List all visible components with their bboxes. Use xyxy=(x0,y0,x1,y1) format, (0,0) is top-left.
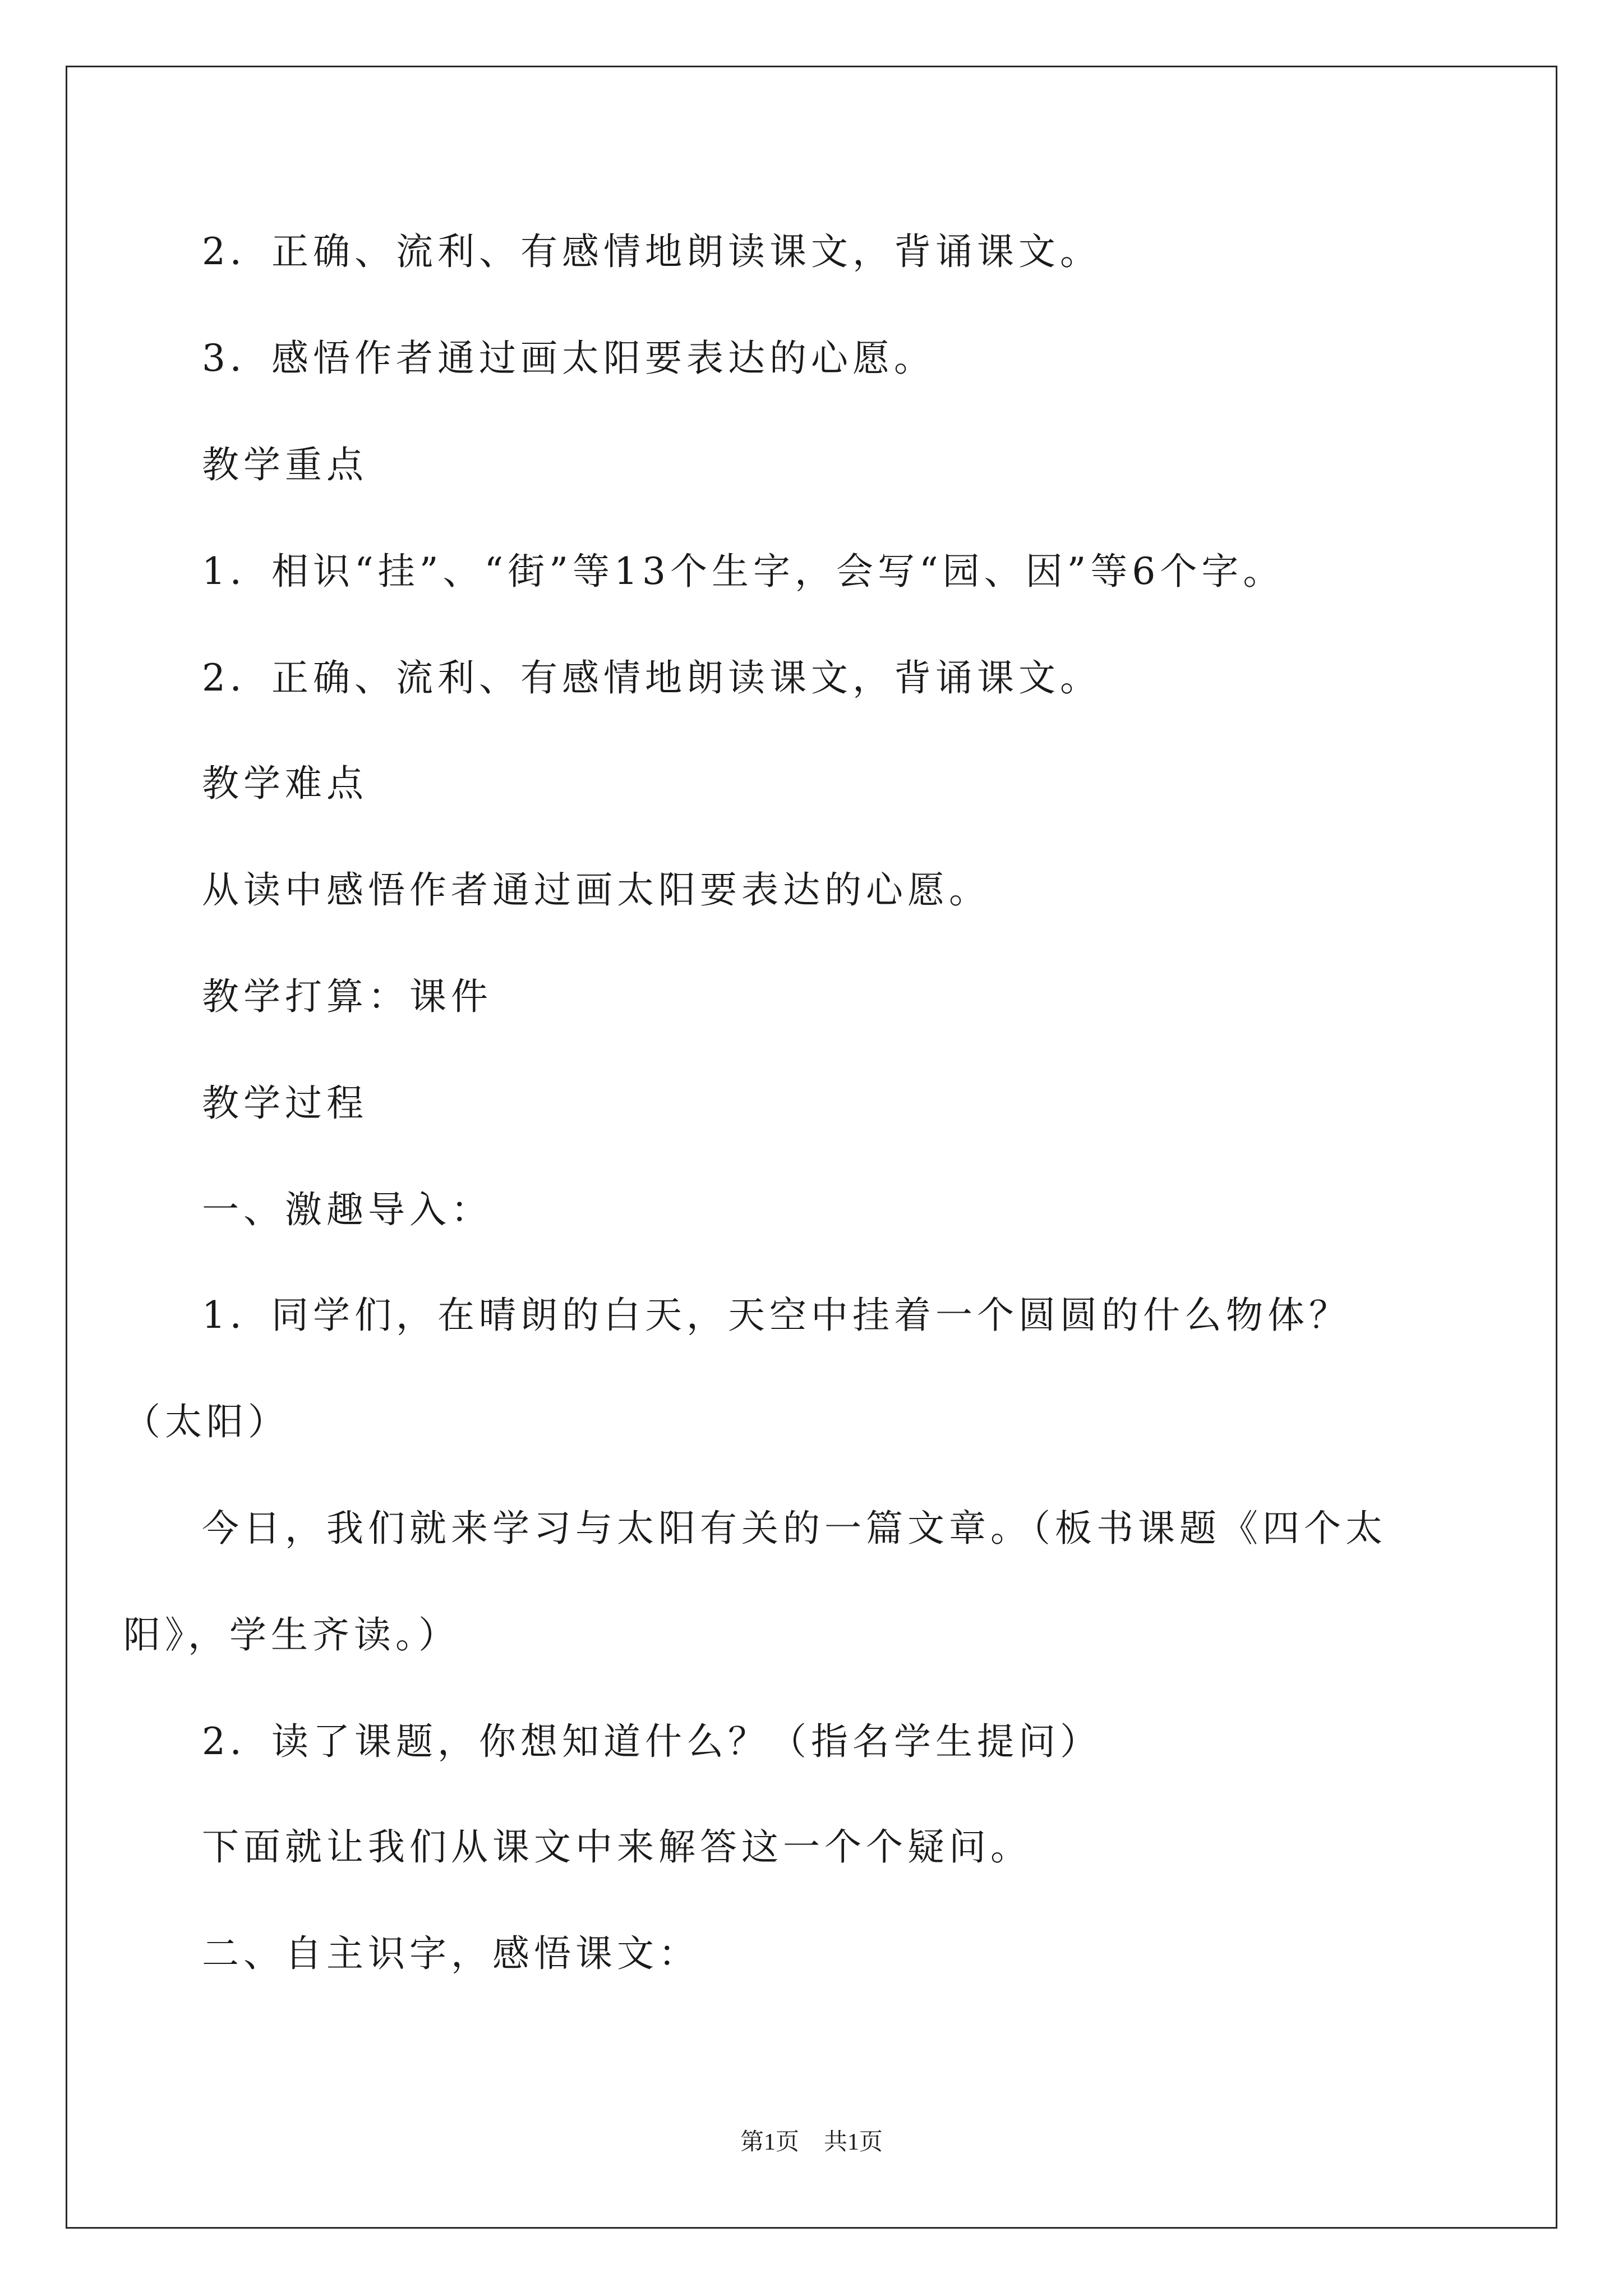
text-line: 2．正确、流利、有感情地朗读课文，背诵课文。 xyxy=(202,656,1101,700)
page-footer xyxy=(0,2128,1623,2156)
section-heading: 教学过程 xyxy=(202,1082,368,1125)
text-line: （太阳） xyxy=(123,1400,289,1443)
text-line: 1．相识“挂”、“街”等13个生字，会写“园、因”等6个字。 xyxy=(202,550,1285,593)
page-total: 共1页 xyxy=(824,2129,883,2155)
text-line: 教学打算：课件 xyxy=(202,975,492,1018)
text-line: 一、激趣导入： xyxy=(202,1188,492,1231)
text-line: 今日，我们就来学习与太阳有关的一篇文章。（板书课题《四个太 xyxy=(202,1507,1387,1550)
text-line: 1．同学们，在晴朗的白天，天空中挂着一个圆圆的什么物体？ xyxy=(202,1294,1350,1337)
text-line: 3．感悟作者通过画太阳要表达的心愿。 xyxy=(202,337,935,380)
text-line: 从读中感悟作者通过画太阳要表达的心愿。 xyxy=(202,868,990,912)
section-heading: 教学重点 xyxy=(202,443,368,486)
text-line: 二、自主识字，感悟课文： xyxy=(202,1932,700,1975)
text-line: 下面就让我们从课文中来解答这一个个疑问。 xyxy=(202,1825,1032,1869)
page-number: 第1页 xyxy=(740,2129,799,2155)
section-heading: 教学难点 xyxy=(202,762,368,805)
page-border xyxy=(66,66,1557,2229)
text-line: 阳》，学生齐读。） xyxy=(123,1613,460,1657)
text-line: 2．读了课题，你想知道什么？（指名学生提问） xyxy=(202,1720,1101,1763)
text-line: 2．正确、流利、有感情地朗读课文，背诵课文。 xyxy=(202,230,1101,273)
